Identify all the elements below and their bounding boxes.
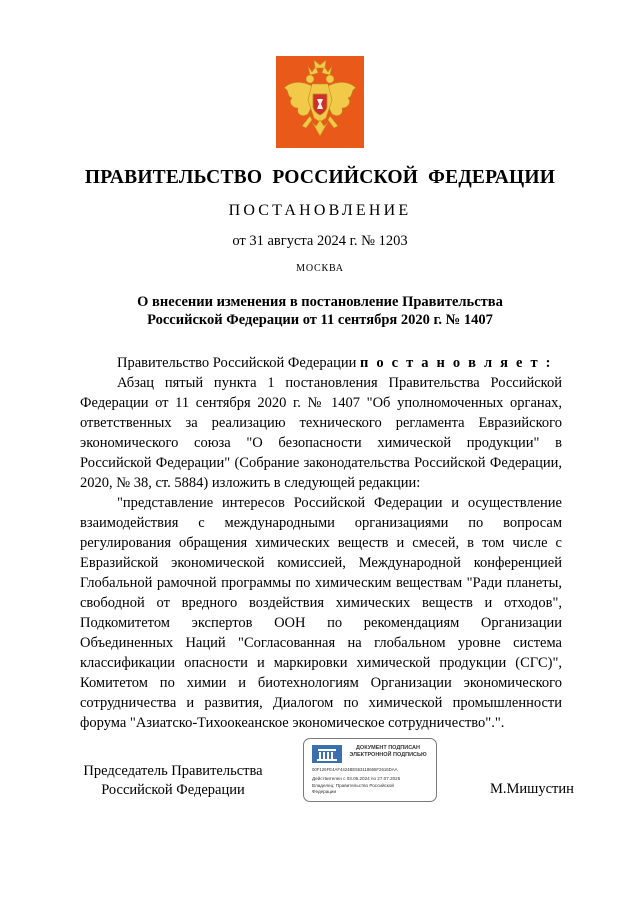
government-title: ПРАВИТЕЛЬСТВО РОССИЙСКОЙ ФЕДЕРАЦИИ <box>84 167 556 188</box>
stamp-owner-line-1: Владелец: Правительство Российской <box>312 783 394 788</box>
document-date-number: от 31 августа 2024 г. № 1203 <box>232 233 408 249</box>
heading-line-1: О внесении изменения в постановление Правительства <box>137 294 503 310</box>
stamp-title-line-1: ДОКУМЕНТ ПОДПИСАН <box>356 745 420 751</box>
stamp-owner-line-2: Федерации <box>312 789 337 794</box>
signer-position-line-2: Российской Федерации <box>101 782 245 798</box>
electronic-signature-stamp <box>303 738 437 802</box>
stamp-title <box>342 745 434 759</box>
signer-position <box>58 762 288 800</box>
paragraph-1: Абзац пятый пункта 1 постановления Правительства Российской Федерации от 11 сентября 2020 г. № 1407 "Об уполномоченных органах, ответственных за реализацию технического регламента Евразийского экономического союза "О безопасности химической продукции" в Российской Федерации" (Собрание законодательства Российской Федерации, 2020, № 38, ст. 5884) изложить в следующей редакции: <box>80 375 562 491</box>
document-heading <box>80 293 560 329</box>
decree-intro-text: Правительство Российской Федерации <box>117 355 360 371</box>
stamp-title-line-2: ЭЛЕКТРОННОЙ ПОДПИСЬЮ <box>349 752 427 758</box>
decree-word: п о с т а н о в л я е т : <box>359 355 553 371</box>
stamp-owner <box>312 783 412 795</box>
heading-line-2: Российской Федерации от 11 сентября 2020 г. № 1407 <box>147 312 493 328</box>
paragraph-2: "представление интересов Российской Федерации и осуществление взаимодействия с международными организациями по вопросам регулирования обращения химических веществ и смесей, в том числе с Евразийской экономической комиссией, Международной конференцией Глобальной рамочной программы по химическим веществам "Ради планеты, свободной от вредного воздействия химических веществ и отходов", Подкомитетом экспертов ООН по рекомендациям Организации Объединенных Наций "Согласованная на глобальном уровне система классификации опасности и маркировки химической продукции (СГС)", Комитетом по химии и биотехнологиям Организации экономического сотрудничества и развития, Диалогом по химической промышленности форума "Азиатско-Тихоокеанское экономическое сотрудничество".". <box>80 495 562 731</box>
document-type: ПОСТАНОВЛЕНИЕ <box>228 202 412 219</box>
coat-of-arms-icon <box>276 56 364 148</box>
stamp-certificate: 00F126FE4AF4424BE553118665F2616DAA <box>312 767 398 772</box>
signer-name: М.Мишустин <box>490 781 574 797</box>
government-building-icon <box>312 745 342 763</box>
document-city: МОСКВА <box>296 263 344 274</box>
decree-intro <box>80 353 562 373</box>
stamp-validity: Действителен с 03.05.2024 по 27.07.2025 <box>312 776 401 781</box>
signer-position-line-1: Председатель Правительства <box>83 763 263 779</box>
document-body <box>80 353 562 733</box>
